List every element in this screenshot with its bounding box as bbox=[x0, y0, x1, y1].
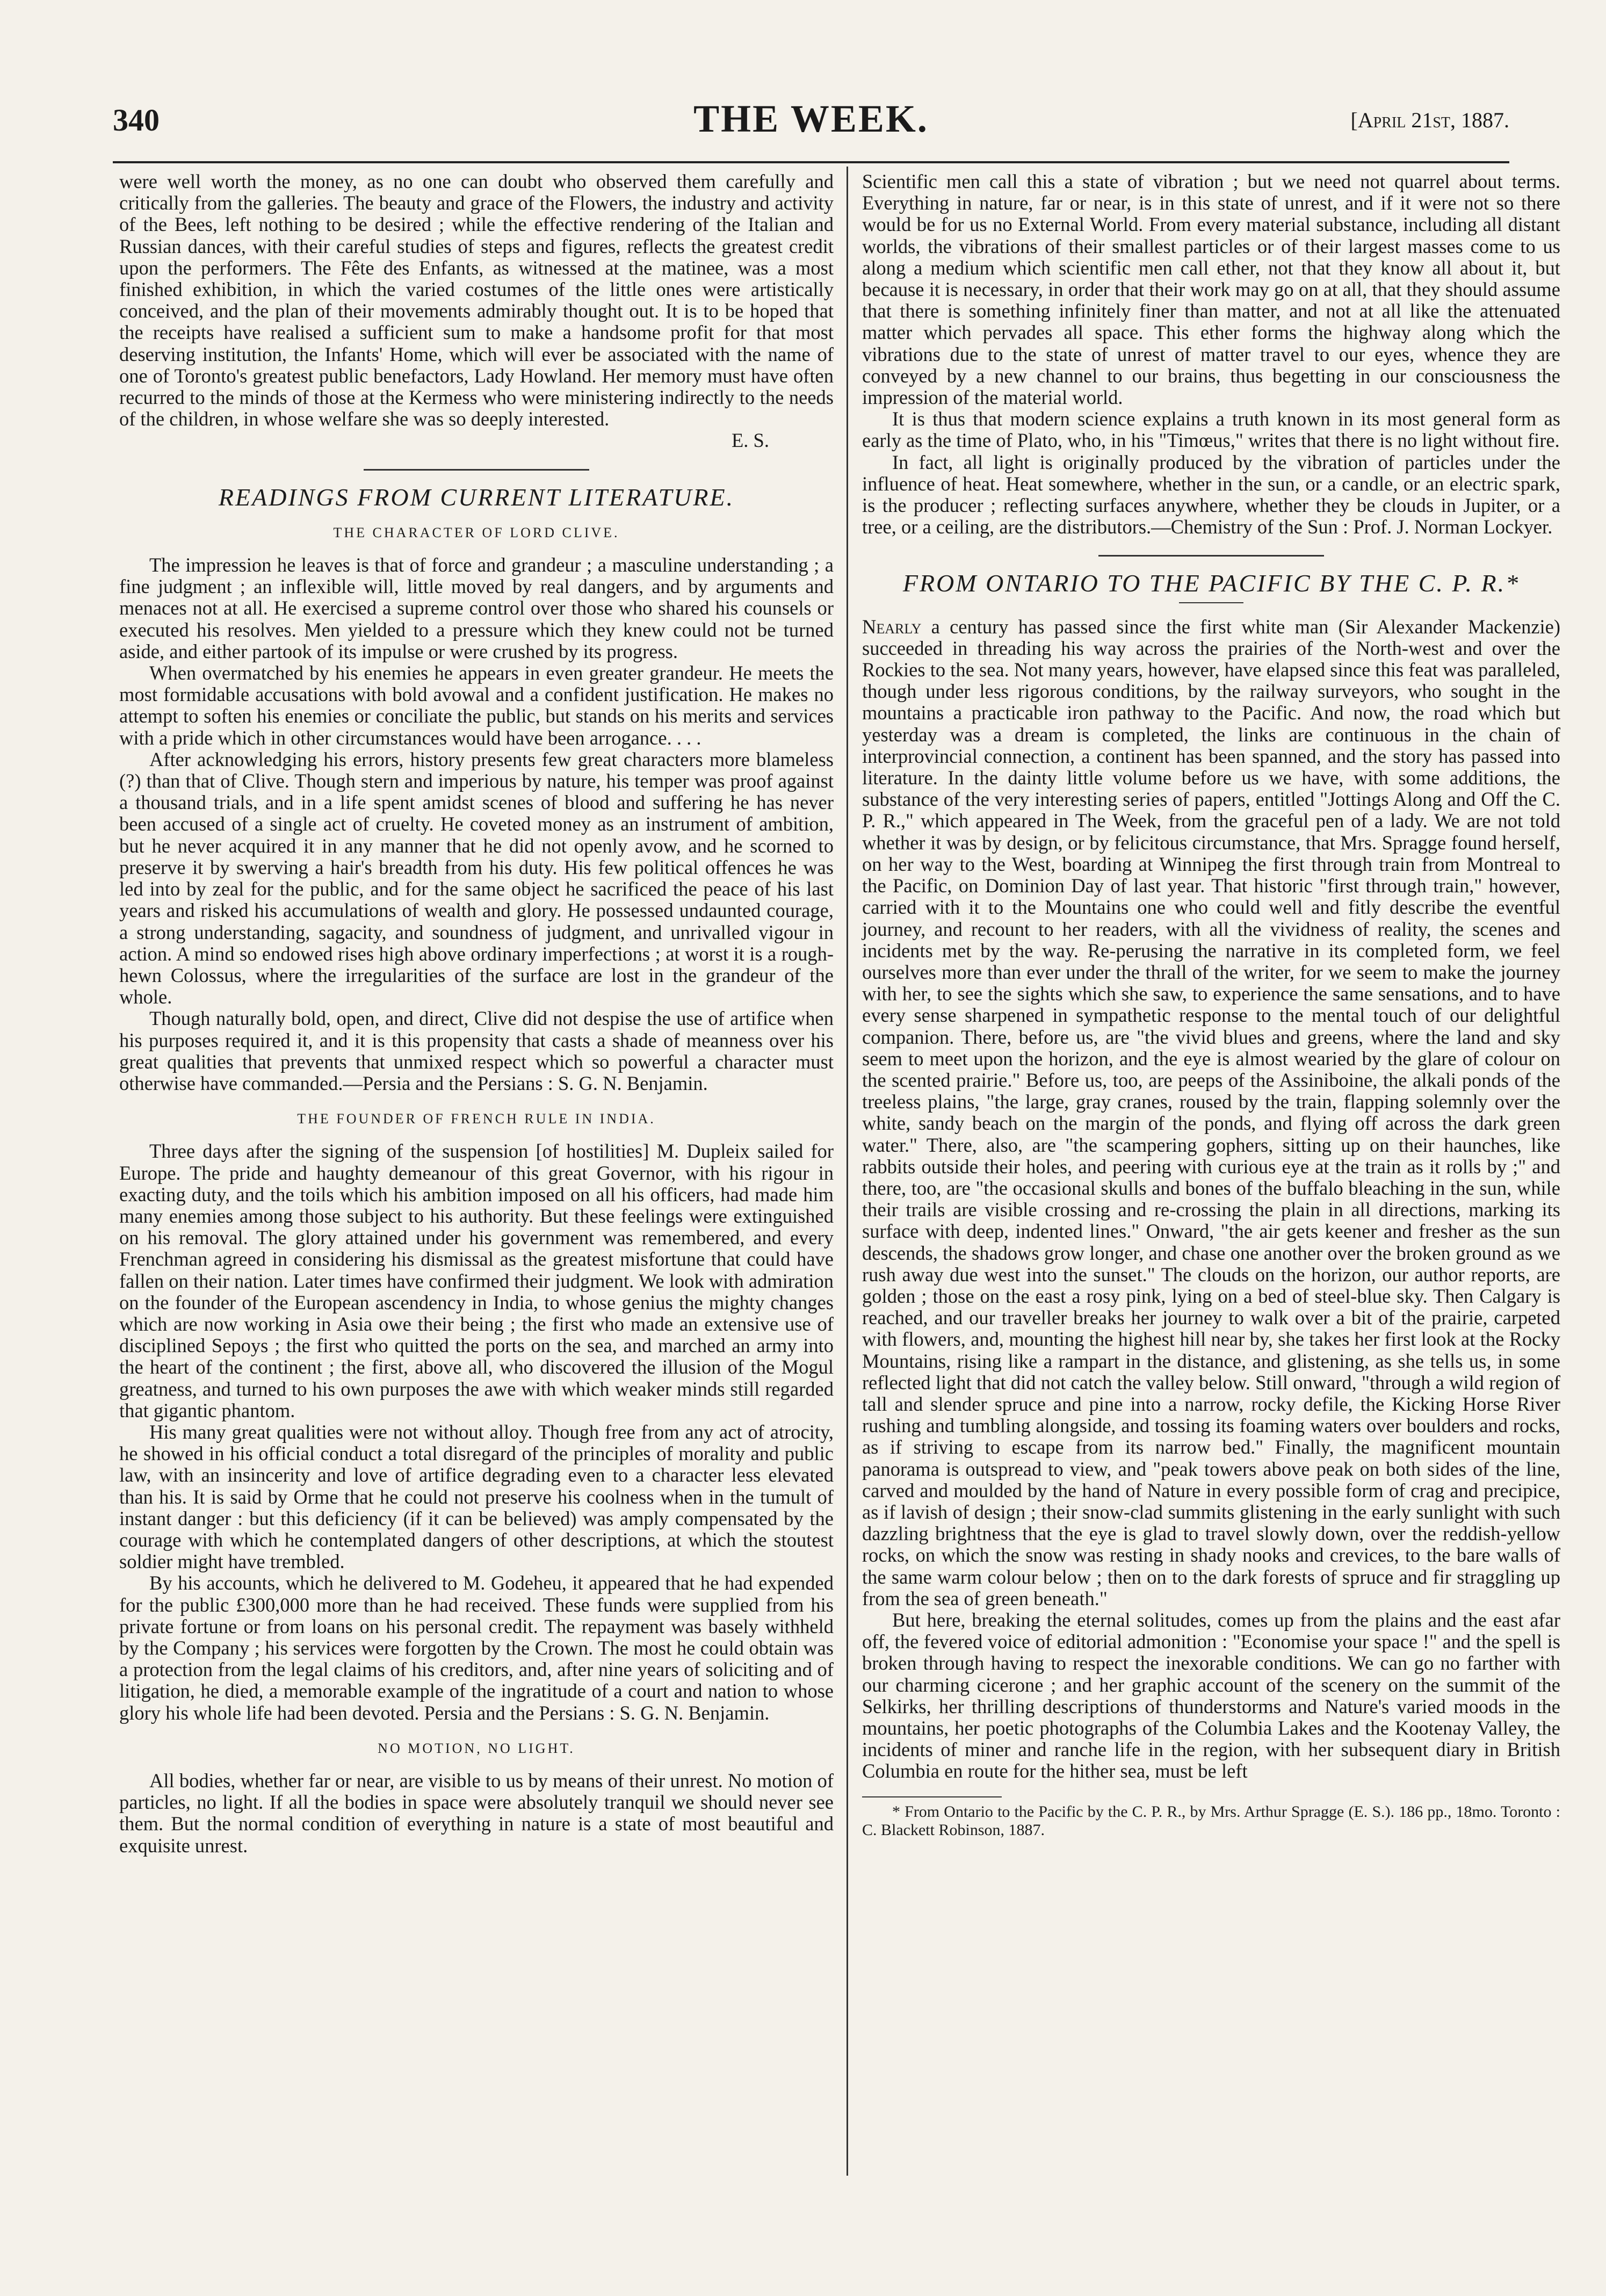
page-number: 340 bbox=[113, 103, 160, 138]
left-column bbox=[119, 171, 834, 1857]
paragraph: All bodies, whether far or near, are visible to us by means of their unrest. No motion of particles, no light. If all the bodies in space were absolutely tranquil we should never see them. But the normal condition of everything in nature is a state of most beautiful and exquisite unrest. bbox=[119, 1770, 834, 1857]
paragraph: After acknowledging his errors, history presents few great characters more blameless (?) than that of Clive. Though stern and imperious by nature, his temper was proof against a thousand trials, and in a life spent amidst scenes of blood and suffering he has never been accused of a single act of cruelty. He coveted money as an instrument of ambition, but he never acquired it in any manner that he did not openly avow, and he scorned to preserve it by swerving a hair's breadth from his duty. His few political offences he was led into by zeal for the public, and for the same object he sacrificed the peace of his last years and risked his accumulations of wealth and glory. He possessed undaunted courage, a strong understanding, sagacity, and soundness of judgment, and unrivalled vigour in action. A mind so endowed rises high above ordinary imperfections ; at worst it is a rough-hewn Colossus, where the irregularities of the surface are lost in the grandeur of the whole. bbox=[119, 748, 834, 1008]
review-text: a century has passed since the first white man (Sir Alexander Mackenzie) succeeded in threading his way across the prairies of the North-west and over the Rockies to the sea. Not many years, however, have elapsed since this feat was paralleled, though under less rigorous conditions, by the railway surveyors, who sought in the mountains a practicable iron pathway to the Pacific. And now, the road which but yesterday was a dream is completed, the links are continuous in the chain of interprovincial connection, a continent has been spanned, and the story has passed into literature. In the dainty little volume before us we have, with some additions, the substance of the very interesting series of papers, entitled "Jottings Along and Off the C. P. R.," which appeared in The Week, from the graceful pen of a lady. We are not told whether it was by design, or by felicitous circumstance, that Mrs. Spragge found herself, on her way to the West, boarding at Winnipeg the first through train from Montreal to the Pacific, on Dominion Day of last year. That historic "first through train," however, carried with it to the Mountains one who could well and fitly describe the eventful journey, and recount to her readers, with all the vividness of reality, the scenes and incidents met by the way. Re-perusing the narrative in its completed form, we feel ourselves more than ever under the thrall of the writer, for we seem to make the journey with her, to see the sights which she saw, to experience the same sensations, and to have every sense sharpened in sympathetic response to the mental touch of our delightful companion. There, before us, are "the vivid blues and greens, where the land and sky seem to meet upon the horizon, and the eye is almost wearied by the glare of colour on the scented prairie." Before us, too, are peeps of the Assiniboine, the alkali ponds of the treeless plains, "the large, gray cranes, roused by the train, flapping solemnly over the white, sandy beach on the margin of the ponds, and flying off across the dark green water." There, also, are "the scampering gophers, sitting up on their haunches, like rabbits outside their holes, and peering with curious eye at the train as it rolls by ;" and there, too, are "the occasional skulls and bones of the buffalo bleaching in the sun, while their trails are visible crossing and re-crossing the plain in all directions, marking its surface with deep, indented lines." Onward, "the air gets keener and fresher as the sun descends, the shadows grow longer, and chase one another over the broken ground as we rush away due west into the sunset." The clouds on the horizon, our author reports, are golden ; those on the east a rosy pink, lying on a bed of steel-blue sky. Then Calgary is reached, and our traveller breaks her journey to walk over a bit of the prairie, carpeted with flowers, and, mounting the highest hill near by, she takes her first look at the Rocky Mountains, rising like a rampart in the distance, and glistening, as she tells us, in some reflected light that did not catch the valley below. Still onward, "through a wild region of tall and slender spruce and pine into a narrow, rocky defile, the Kicking Horse River rushing and tumbling alongside, and tossing its foaming waters over boulders and rocks, as if striving to escape from its narrow bed." Finally, the magnificent mountain panorama is outspread to view, and "peak towers above peak on both sides of the line, carved and moulded by the hand of Nature in every possible form of crag and precipice, as if lavish of design ; their snow-clad summits glistening in the early sunlight with such dazzling brightness that the eye is glad to travel slowly down, over the reddish-yellow rocks, on which the snow was resting in shady nooks and crevices, to the bare walls of the same warm colour below ; then on to the dark forests of spruce and fir straggling up from the sea of green beneath." bbox=[862, 615, 1561, 1609]
header-rule bbox=[113, 161, 1509, 163]
article-title-clive: THE CHARACTER OF LORD CLIVE. bbox=[333, 524, 620, 540]
paragraph: Scientific men call this a state of vibration ; but we need not quarrel about terms. Everything in nature, far or near, is in this state of unrest, and if it were not so there would be for us no External World. From every material substance, including all distant worlds, the vibrations of their smallest particles or of their largest masses come to us along a medium which scientific men call ether, not that they know all about it, but because it is necessary, in order that their work may go on at all, that they should assume that there is something infinitely finer than matter, and not at all like the attenuated matter which pervades all space. This ether forms the highway along which the vibrations due to the state of unrest of matter travel to our eyes, whence they are conveyed by a new channel to our brains, thus begetting in our consciousness the impression of the material world. bbox=[862, 170, 1560, 409]
paragraph: The impression he leaves is that of force and grandeur ; a masculine understanding ; a fine judgment ; an inflexible will, little moved by real dangers, and by arguments and menaces not at all. He exercised a supreme control over those who shared his counsels or executed his resolves. Men yielded to a pressure which they knew could not be turned aside, and either partook of its impulse or were crushed by its progress. bbox=[119, 554, 834, 662]
page-header bbox=[113, 91, 1509, 156]
lead-word: Nearly bbox=[862, 615, 922, 638]
paragraph: Three days after the signing of the suspension [of hostilities] M. Dupleix sailed for Europe. The pride and haughty demeanour of this great Governor, with his rigour in exacting duty, and the toils which his ambition imposed on all his officers, had made him many enemies among those subject to his authority. But these feelings were extinguished on his removal. The glory attained under his government was remembered, and every Frenchman agreed in considering his dismissal as the greatest misfortune that could have fallen on their nation. Later times have confirmed their judgment. We look with admiration on the founder of the European ascendency in India, to whose genius the mighty changes which are now working in Asia owe their being ; the first who made an extensive use of disciplined Sepoys ; the first who quitted the ports on the sea, and marched an army into the heart of the continent ; the first, above all, who discovered the illusion of the Mogul greatness, and turned to his own purposes the awe with which weaker minds still regarded that gigantic phantom. bbox=[119, 1140, 834, 1421]
column-divider bbox=[847, 167, 848, 2176]
paragraph: When overmatched by his enemies he appears in even greater grandeur. He meets the most formidable accusations with bold avowal and a confident justification. He makes no attempt to soften his enemies or conciliate the public, but stands on his merits and services with a pride which in other circumstances would have been arrogance. . . . bbox=[119, 662, 834, 749]
paragraph: By his accounts, which he delivered to M. Godeheu, it appeared that he had expended for the public £300,000 more than he had received. These funds were supplied from his private fortune or from loans on his personal credit. The repayment was basely withheld by the Company ; his services were forgotten by the Crown. The most he could obtain was a protection from the legal claims of his creditors, and, after nine years of soliciting and of litigation, he died, a memorable example of the ingratitude of a court and nation to whose glory his whole life had been devoted. Persia and the Persians : S. G. N. Benjamin. bbox=[119, 1572, 834, 1724]
masthead-title: THE WEEK. bbox=[693, 97, 929, 140]
section-title-readings: READINGS FROM CURRENT LITERATURE. bbox=[218, 483, 735, 511]
footnote-rule bbox=[862, 1796, 1002, 1797]
article-title-motion: NO MOTION, NO LIGHT. bbox=[378, 1740, 575, 1756]
section-rule bbox=[364, 469, 589, 471]
section-title-ontario: FROM ONTARIO TO THE PACIFIC BY THE C. P. R.* bbox=[902, 569, 1520, 597]
paragraph: His many great qualities were not without alloy. Though free from any act of atrocity, he showed in his official conduct a total disregard of the principles of morality and public law, with an insincerity and love of artifice degrading even to a character less elevated than his. It is said by Orme that he could not preserve his coolness when in the tumult of instant danger : but this deficiency (if it can be believed) was amply compensated by the courage with which he contemplated dangers of other descriptions, at which the stoutest soldier might have trembled. bbox=[119, 1420, 834, 1573]
paragraph: Though naturally bold, open, and direct, Clive did not despise the use of artifice when his purposes required it, and it is this propensity that casts a shade of meanness over his great qualities that prevents that unmixed respect which so powerful a character must otherwise have commanded.—Persia and the Persians : S. G. N. Benjamin. bbox=[119, 1007, 834, 1094]
article-title-dupleix: THE FOUNDER OF FRENCH RULE IN INDIA. bbox=[297, 1111, 656, 1127]
issue-date: [April 21st, 1887. bbox=[1350, 108, 1509, 132]
section-rule bbox=[1098, 555, 1324, 557]
paragraph: But here, breaking the eternal solitudes, comes up from the plains and the east afar off, the fevered voice of editorial admonition : "Economise your space !" and the spell is broken through having to respect the inexorable conditions. We can go no farther with our charming cicerone ; and her graphic account of the scenery on the summit of the Selkirks, her thrilling descriptions of thunderstorms and Nature's varied moods in the mountains, her poetic photographs of the Columbia Lakes and the Kootenay Valley, the incidents of miner and ranche life in the region, with her subsequent diary in British Columbia en route for the hither sea, must be left bbox=[862, 1609, 1560, 1782]
title-rule bbox=[1179, 602, 1243, 603]
review-paragraph bbox=[862, 616, 1560, 1609]
paragraph: It is thus that modern science explains a truth known in its most general form as early as the time of Plato, who, in his "Timœus," writes that there is no light without fire. bbox=[862, 408, 1560, 452]
right-column bbox=[862, 171, 1560, 1839]
footnote: * From Ontario to the Pacific by the C. P. R., by Mrs. Arthur Spragge (E. S.). 186 pp., 18mo. Toronto : C. Blackett Robinson, 1887. bbox=[862, 1802, 1560, 1839]
author-signoff: E. S. bbox=[732, 429, 769, 452]
article-continuation: were well worth the money, as no one can doubt who observed them carefully and critically from the galleries. The beauty and grace of the Flowers, the industry and activity of the Bees, left nothing to be desired ; while the effective rendering of the Italian and Russian dances, with their careful studies of steps and figures, reflects the greatest credit upon the performers. The Fête des Enfants, as witnessed at the matinee, was a most finished exhibition, in which the varied costumes of the little ones were artistically conceived, and the plan of their movements admirably thought out. It is to be hoped that the receipts have realised a sufficient sum to make a handsome profit for that most deserving institution, the Infants' Home, which will ever be associated with the name of one of Toronto's greatest public benefactors, Lady Howland. Her memory must have often recurred to the minds of those at the Kermess who were ministering indirectly to the needs of the children, in whose welfare she was so deeply interested. bbox=[119, 170, 834, 430]
paragraph: In fact, all light is originally produced by the vibration of particles under the influence of heat. Heat somewhere, whether in the sun, or a candle, or an electric spark, is the producer ; reflecting surfaces anywhere, whether they be clouds in Jupiter, or a tree, or a ceiling, are the distributors.—Chemistry of the Sun : Prof. J. Norman Lockyer. bbox=[862, 451, 1560, 538]
